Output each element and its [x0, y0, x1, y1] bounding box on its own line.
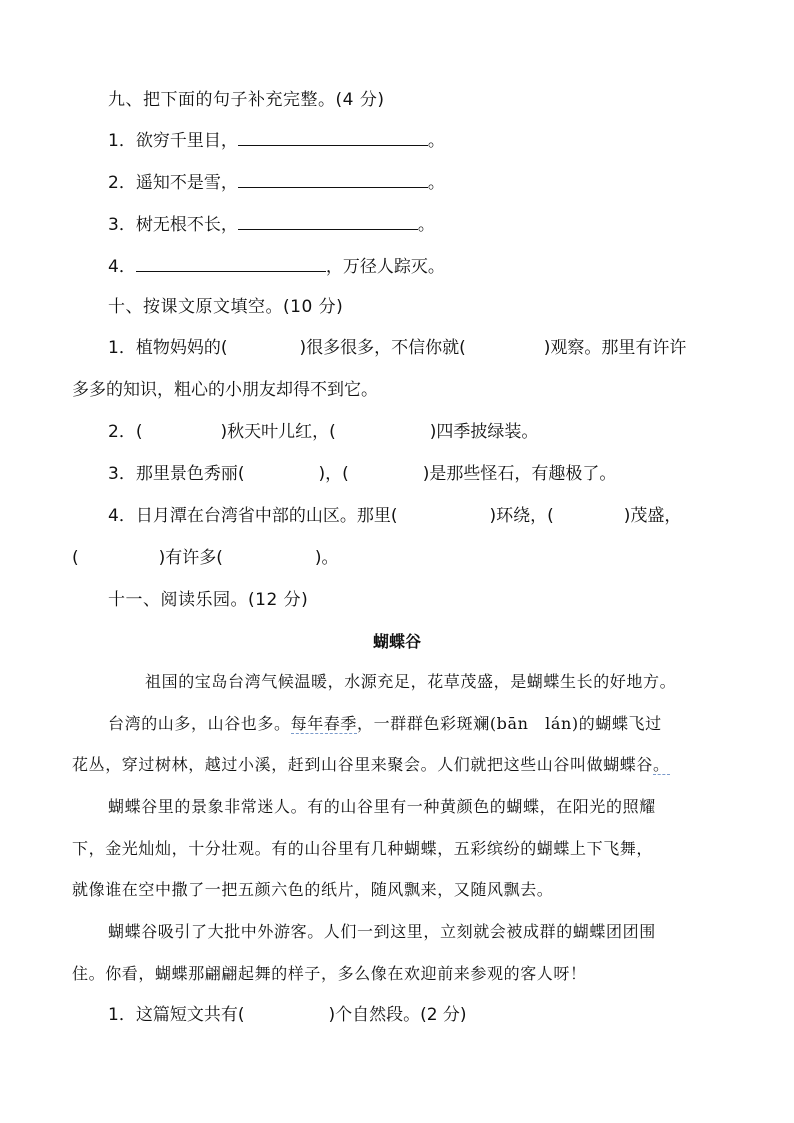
section-10-heading: 十、按课文原文填空。(10 分) — [108, 297, 344, 317]
passage-paragraph-2-line-3: 就像谁在空中撒了一把五颜六色的纸片，随风飘来，又随风飘去。 — [72, 880, 554, 899]
answer-blank-9-2[interactable] — [238, 172, 428, 188]
question-10-1-part-a: 1．植物妈妈的( — [108, 338, 228, 358]
question-9-4-number: 4． — [108, 257, 136, 277]
question-10-3 — [108, 463, 616, 485]
period: 。 — [427, 173, 445, 193]
question-10-3-part-b: )，( — [318, 464, 349, 484]
question-9-2 — [108, 172, 445, 194]
period: 。 — [417, 215, 435, 235]
passage-text: 台湾的山多，山谷也多。 — [108, 714, 291, 733]
question-10-4-part-c: )茂盛， — [623, 506, 682, 526]
passage-paragraph-2-line-1: 蝴蝶谷里的景象非常迷人。有的山谷里有一种黄颜色的蝴蝶，在阳光的照耀 — [108, 797, 656, 816]
question-10-1 — [108, 337, 686, 359]
section-11-heading: 十一、阅读乐园。(12 分) — [108, 590, 309, 610]
passage-text: 花丛，穿过树林，越过小溪，赶到山谷里来聚会。人们就把这些山谷叫做蝴蝶谷 — [72, 755, 654, 774]
question-10-2-part-a: 2．( — [108, 422, 143, 442]
question-10-3-part-c: )是那些怪石，有趣极了。 — [422, 464, 617, 484]
question-10-4-part-a: 4．日月潭在台湾省中部的山区。那里( — [108, 506, 398, 526]
question-10-1-line2: 多多的知识，粗心的小朋友却得不到它。 — [72, 380, 378, 400]
question-10-4 — [108, 505, 681, 527]
question-9-1 — [108, 130, 445, 152]
passage-paragraph-1-line-1: 祖国的宝岛台湾气候温暖，水源充足，花草茂盛，是蝴蝶生长的好地方。 — [145, 672, 677, 691]
passage-paragraph-3-line-2: 住。你看，蝴蝶那翩翩起舞的样子，多么像在欢迎前来参观的客人呀！ — [72, 964, 587, 983]
question-9-3 — [108, 214, 435, 236]
answer-blank-9-1[interactable] — [238, 130, 428, 146]
section-9-heading: 九、把下面的句子补充完整。(4 分) — [108, 90, 385, 110]
passage-paragraph-1-line-3 — [72, 754, 670, 776]
question-10-2-part-c: )四季披绿装。 — [429, 422, 539, 442]
question-10-4-line2-part-b: )有许多( — [158, 548, 223, 568]
question-9-4-text: ，万径人踪灭。 — [325, 257, 445, 277]
question-11-1 — [108, 1004, 467, 1026]
passage-underlined-text: 每年春季 — [290, 714, 358, 733]
question-9-1-text: 1．欲穷千里目， — [108, 131, 238, 151]
question-10-4-part-b: )环绕，( — [489, 506, 554, 526]
question-11-1-part-a: 1．这篇短文共有( — [108, 1005, 245, 1025]
passage-text: ，一群群色彩斑斓(bān lán)的蝴蝶飞过 — [357, 714, 662, 733]
question-10-4-line2-part-c: )。 — [314, 548, 339, 568]
passage-title: 蝴蝶谷 — [372, 632, 421, 651]
question-9-3-text: 3．树无根不长， — [108, 215, 238, 235]
answer-blank-9-3[interactable] — [238, 214, 418, 230]
question-10-3-part-a: 3．那里景色秀丽( — [108, 464, 245, 484]
passage-paragraph-1-line-2 — [108, 713, 662, 735]
question-9-4 — [108, 256, 445, 278]
period: 。 — [427, 131, 445, 151]
question-10-2 — [108, 421, 538, 443]
question-11-1-part-b: )个自然段。(2 分) — [328, 1005, 467, 1025]
answer-blank-9-4[interactable] — [136, 256, 326, 272]
question-10-4-line2-part-a: ( — [72, 548, 79, 568]
question-10-1-part-b: )很多很多，不信你就( — [299, 338, 466, 358]
question-10-4-line2 — [72, 547, 339, 569]
passage-underlined-text: 。 — [653, 755, 670, 774]
question-10-1-part-c: )观察。那里有许许 — [543, 338, 687, 358]
passage-paragraph-2-line-2: 下，金光灿灿，十分壮观。有的山谷里有几种蝴蝶，五彩缤纷的蝴蝶上下飞舞， — [72, 839, 654, 858]
question-10-2-part-b: )秋天叶儿红，( — [220, 422, 336, 442]
passage-paragraph-3-line-1: 蝴蝶谷吸引了大批中外游客。人们一到这里，立刻就会被成群的蝴蝶团团围 — [108, 922, 656, 941]
question-9-2-text: 2．遥知不是雪， — [108, 173, 238, 193]
